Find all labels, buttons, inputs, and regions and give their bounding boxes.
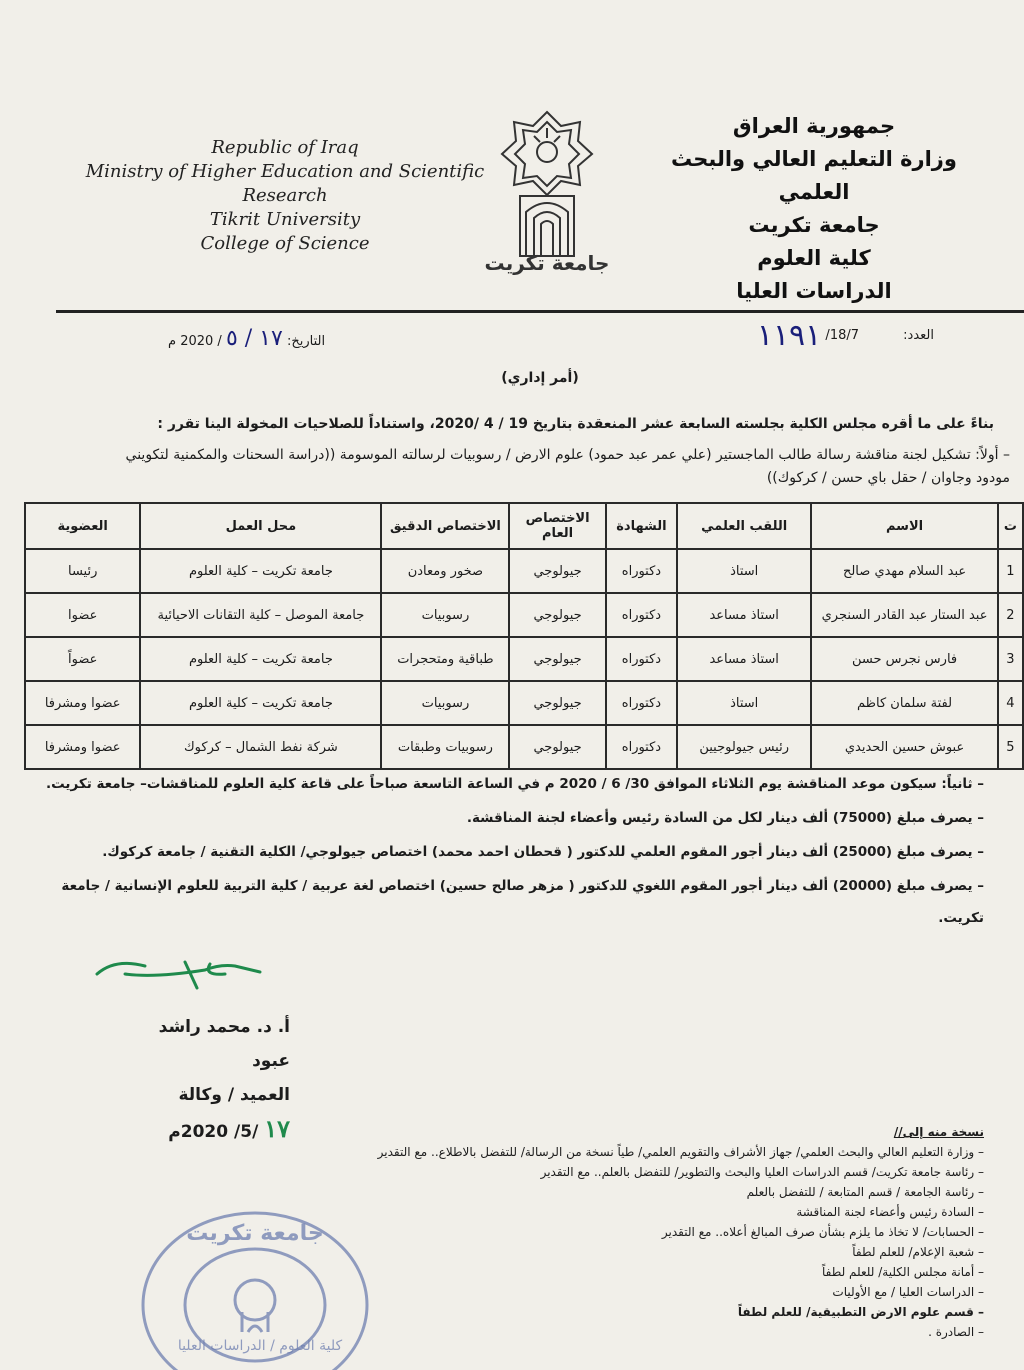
table-row (25, 725, 1023, 769)
copy-item: – رئاسة جامعة تكريت/ قسم الدراسات العليا والبحث والتطوير/ للتفضل بالعلم.. مع التقدير (540, 1165, 984, 1179)
cell-degree: دكتوراه (606, 593, 677, 637)
copy-item: – رئاسة الجامعة / قسم المتابعة / للتفضل بالعلم (746, 1185, 984, 1199)
col-title: اللقب العلمي (677, 503, 811, 549)
ar-line-country: جمهورية العراق (732, 114, 896, 138)
decision-linguistic-reviewer: – يصرف مبلغ (20000) ألف دينار أجور المقوم اللغوي للدكتور ( مزهر صالح حسين) اختصاص لغة عربية / كلية التربية للعلوم الإنسانية / جامعة تكريت. (61, 878, 984, 926)
cell-name: لفتة سلمان كاظم (811, 681, 998, 725)
col-name: الاسم (811, 503, 998, 549)
cell-general: جيولوجي (509, 681, 605, 725)
intro-paragraph: بناءً على ما أقره مجلس الكلية بجلسته السابعة عشر المنعقدة بتاريخ 19 / 4 /2020، واستناداً للصلاحيات المخولة الينا تقرر : (157, 416, 994, 432)
en-line-ministry: Ministry of Higher Education and Scientific (85, 161, 485, 182)
signatory-name: أ. د. محمد راشد عبود (158, 1017, 290, 1071)
number-label: العدد: (903, 328, 934, 343)
official-stamp (130, 1200, 380, 1370)
col-workplace: محل العمل (140, 503, 381, 549)
decision-second: – ثانياً: سيكون موعد المناقشة يوم الثلاثاء الموافق 30/ 6 / 2020 م في الساعة التاسعة صباحاً على قاعة كلية العلوم للمناقشات– جامعة تكريت. (45, 776, 984, 792)
ar-line-department: الدراسات العليا (736, 279, 892, 303)
cell-title: استاذ (677, 681, 811, 725)
ar-line-ministry: وزارة التعليم العالي والبحث العلمي (671, 147, 957, 204)
number-prefix: 18/7/ (825, 328, 860, 343)
copy-item: – قسم علوم الارض التطبيقية/ للعلم لطفاً (737, 1305, 984, 1319)
logo-caption: جامعة تكريت (484, 251, 610, 275)
cell-role: عضوا (25, 593, 140, 637)
en-line-university: Tikrit University (209, 209, 361, 230)
cell-title: استاذ مساعد (677, 593, 811, 637)
first-item: – أولاً: تشكيل لجنة مناقشة رسالة طالب الماجستير (علي عمر عبد حمود) علوم الارض / رسوبيات لرسالته الموسومة ((دراسة السحنات والمكمنية لتكويني مودود وجاوان / حقل باي حسن / كركوك)) (125, 447, 1010, 486)
date-suffix: / 2020 م (168, 334, 222, 349)
arabic-letterhead (634, 110, 994, 308)
copy-item: – الحسابات/ لا تخاذ ما يلزم بشأن صرف المبالغ أعلاه.. مع التقدير (661, 1225, 984, 1239)
cell-name: فارس نجرس حسن (811, 637, 998, 681)
decisions-list (44, 768, 984, 936)
en-line-country: Republic of Iraq (211, 137, 359, 158)
cell-general: جيولوجي (509, 637, 605, 681)
decision-scientific-reviewer: – يصرف مبلغ (25000) ألف دينار أجور المقوم العلمي للدكتور ( قحطان احمد محمد) اختصاص جيولوجي/ الكلية التقنية / جامعة كركوك. (102, 844, 984, 860)
cell-no: 4 (998, 681, 1023, 725)
signatory-date-printed: /5/ 2020م (168, 1122, 259, 1142)
copies-title: نسخة منه إلى// (893, 1125, 984, 1139)
header-divider (56, 310, 1024, 313)
cell-general: جيولوجي (509, 593, 605, 637)
signatory-date (140, 1112, 290, 1149)
col-general: الاختصاص العام (509, 503, 605, 549)
order-title: (أمر إداري) (501, 370, 579, 386)
cell-degree: دكتوراه (606, 549, 677, 593)
cell-degree: دكتوراه (606, 681, 677, 725)
stamp-text-top: جامعة تكريت (186, 1221, 324, 1246)
decision-committee-fee: – يصرف مبلغ (75000) ألف دينار لكل من السادة رئيس وأعضاء لجنة المناقشة. (466, 810, 984, 826)
copy-item: – وزارة التعليم العالي والبحث العلمي/ جهاز الأشراف والتقويم العلمي/ طياً نسخة من الرسالة/ للتفضل بالاطلاع.. مع التقدير (377, 1145, 984, 1159)
number-handwritten: ١١٩١ (756, 318, 822, 353)
copy-item: – الدراسات العليا / مع الأوليات (832, 1285, 984, 1299)
date-label: التاريخ: (286, 334, 326, 349)
stamp-text-bottom: كلية العلوم / الدراسات العليا (177, 1338, 343, 1354)
copy-item: – أمانة مجلس الكلية/ للعلم لطفاً (822, 1265, 984, 1279)
handwritten-signature (85, 948, 265, 998)
copy-item: – شعبة الإعلام/ للعلم لطفاً (852, 1245, 984, 1259)
col-role: العضوية (25, 503, 140, 549)
cell-name: عبد السلام مهدي صالح (811, 549, 998, 593)
cell-specific: رسوبيات وطبقات (381, 725, 509, 769)
cell-specific: رسوبيات (381, 593, 509, 637)
cell-no: 1 (998, 549, 1023, 593)
copy-item: – السادة رئيس وأعضاء لجنة المناقشة (796, 1205, 984, 1219)
committee-table (24, 502, 1024, 770)
copy-item: – الصادرة . (928, 1325, 984, 1339)
col-no: ت (998, 503, 1023, 549)
table-row (25, 637, 1023, 681)
cell-no: 2 (998, 593, 1023, 637)
cell-name: عبوش حسين الحديدي (811, 725, 998, 769)
signatory-position: العميد / وكالة (178, 1085, 290, 1105)
ar-line-college: كلية العلوم (757, 246, 871, 270)
reference-number (757, 318, 934, 353)
cell-role: عضواً (25, 637, 140, 681)
cell-degree: دكتوراه (606, 637, 677, 681)
cell-title: رئيس جيولوجيين (677, 725, 811, 769)
cell-role: عضوا ومشرفا (25, 725, 140, 769)
signatory-date-handwritten: ١٧ (264, 1114, 290, 1143)
ar-line-university: جامعة تكريت (748, 213, 880, 237)
table-header-row (25, 503, 1023, 549)
col-degree: الشهادة (606, 503, 677, 549)
reference-date (168, 326, 325, 351)
table-row (25, 593, 1023, 637)
university-logo (462, 108, 632, 280)
en-line-research: Research (242, 185, 328, 206)
cell-specific: رسوبيات (381, 681, 509, 725)
cell-workplace: شركة نفط الشمال – كركوك (140, 725, 381, 769)
cell-degree: دكتوراه (606, 725, 677, 769)
en-line-college: College of Science (200, 233, 370, 254)
signatory-block (140, 1010, 290, 1149)
cell-title: استاذ مساعد (677, 637, 811, 681)
cell-workplace: جامعة تكريت – كلية العلوم (140, 681, 381, 725)
cell-general: جيولوجي (509, 549, 605, 593)
cell-role: رئيسا (25, 549, 140, 593)
date-handwritten: ١٧ / ٥ (225, 326, 283, 351)
cell-specific: طباقية ومتحجرات (381, 637, 509, 681)
col-specific: الاختصاص الدقيق (381, 503, 509, 549)
cell-workplace: جامعة تكريت – كلية العلوم (140, 549, 381, 593)
english-letterhead (70, 136, 500, 256)
cell-general: جيولوجي (509, 725, 605, 769)
cell-title: استاذ (677, 549, 811, 593)
table-row (25, 549, 1023, 593)
cell-role: عضوا ومشرفا (25, 681, 140, 725)
cell-no: 5 (998, 725, 1023, 769)
cell-workplace: جامعة تكريت – كلية العلوم (140, 637, 381, 681)
cell-name: عبد الستار عبد القادر السنجري (811, 593, 998, 637)
table-row (25, 681, 1023, 725)
cell-no: 3 (998, 637, 1023, 681)
cell-workplace: جامعة الموصل – كلية التقانات الاحيائية (140, 593, 381, 637)
copies-list (284, 1122, 984, 1342)
cell-specific: صخور ومعادن (381, 549, 509, 593)
